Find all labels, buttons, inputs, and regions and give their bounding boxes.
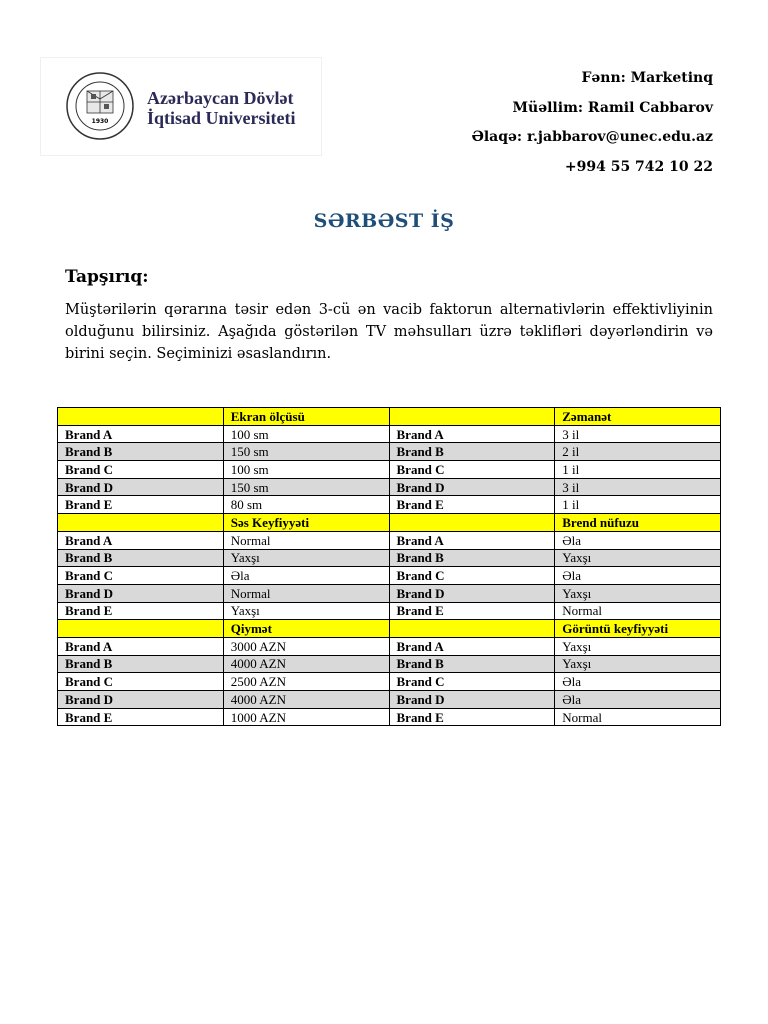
value-cell: Yaxşı [223,602,389,620]
value-cell: 3 il [555,425,721,443]
section-header-row [58,620,721,638]
brand-cell: Brand B [389,549,555,567]
brand-cell: Brand E [58,708,224,726]
table-row [58,673,721,691]
criterion-header: Zəmanət [555,408,721,426]
brand-cell: Brand E [58,496,224,514]
brand-cell: Brand D [58,478,224,496]
section-header-row [58,514,721,532]
brand-cell: Brand C [389,567,555,585]
table-row [58,461,721,479]
value-cell: Əla [223,567,389,585]
page-title: SƏRBƏST İŞ [313,210,455,232]
value-cell: 1000 AZN [223,708,389,726]
university-name-line2: İqtisad Universiteti [147,108,296,128]
brand-cell: Brand C [58,567,224,585]
university-name-line1: Azərbaycan Dövlət [147,88,294,108]
empty-header-cell [389,408,555,426]
contact-block [472,68,713,186]
value-cell: Əla [555,691,721,709]
brand-cell: Brand A [389,425,555,443]
brand-cell: Brand B [389,655,555,673]
brand-cell: Brand A [58,425,224,443]
brand-cell: Brand A [58,637,224,655]
table-row [58,531,721,549]
university-logo [40,57,322,156]
subject-line: Fənn: Marketinq [581,70,713,86]
table-row [58,584,721,602]
brand-cell: Brand B [58,549,224,567]
value-cell: Normal [223,531,389,549]
brand-cell: Brand D [389,691,555,709]
table-row [58,443,721,461]
value-cell: Normal [555,708,721,726]
value-cell: Yaxşı [223,549,389,567]
value-cell: 100 sm [223,461,389,479]
brand-cell: Brand A [389,531,555,549]
empty-header-cell [389,620,555,638]
table-row [58,549,721,567]
value-cell: 4000 AZN [223,655,389,673]
empty-header-cell [389,514,555,532]
table-row [58,567,721,585]
value-cell: Normal [223,584,389,602]
brand-cell: Brand D [58,584,224,602]
table-row [58,478,721,496]
table-row [58,708,721,726]
section-header-row [58,408,721,426]
table-row [58,637,721,655]
criterion-header: Qiymət [223,620,389,638]
phone-line: +994 55 742 10 22 [564,158,713,175]
task-heading: Tapşırıq: [65,267,149,287]
brand-cell: Brand C [58,673,224,691]
value-cell: Əla [555,567,721,585]
value-cell: Yaxşı [555,655,721,673]
brand-cell: Brand C [389,461,555,479]
brand-cell: Brand C [58,461,224,479]
value-cell: 100 sm [223,425,389,443]
empty-header-cell [58,408,224,426]
value-cell: Normal [555,602,721,620]
task-text: Müştərilərin qərarına təsir edən 3-cü ən vacib faktorun alternativlərin effektivliyinin olduğunu bilirsiniz. Aşağıda göstərilən TV məhsulları üzrə təklifləri dəyərləndirin və birini seçin. Seçiminizi əsaslandırın. [65,302,713,362]
brand-cell: Brand A [58,531,224,549]
brand-cell: Brand B [389,443,555,461]
value-cell: 2 il [555,443,721,461]
table-row [58,425,721,443]
value-cell: Əla [555,531,721,549]
brand-cell: Brand E [58,602,224,620]
criterion-header: Brend nüfuzu [555,514,721,532]
brand-cell: Brand C [389,673,555,691]
university-name [147,88,296,128]
value-cell: Yaxşı [555,584,721,602]
table-row [58,691,721,709]
table-row [58,602,721,620]
value-cell: Yaxşı [555,637,721,655]
brand-comparison-table [57,407,721,726]
criterion-header: Ekran ölçüsü [223,408,389,426]
value-cell: 4000 AZN [223,691,389,709]
brand-cell: Brand E [389,708,555,726]
brand-cell: Brand B [58,655,224,673]
brand-cell: Brand B [58,443,224,461]
seal-year: 1930 [91,118,109,125]
empty-header-cell [58,620,224,638]
brand-cell: Brand D [389,478,555,496]
brand-cell: Brand A [389,637,555,655]
criterion-header: Görüntü keyfiyyəti [555,620,721,638]
table-row [58,655,721,673]
value-cell: 80 sm [223,496,389,514]
criterion-header: Səs Keyfiyyəti [223,514,389,532]
value-cell: Yaxşı [555,549,721,567]
email-line[interactable]: Əlaqə: r.jabbarov@unec.edu.az [471,129,713,145]
value-cell: 150 sm [223,443,389,461]
value-cell: 3 il [555,478,721,496]
value-cell: 2500 AZN [223,673,389,691]
value-cell: 3000 AZN [223,637,389,655]
value-cell: 1 il [555,496,721,514]
table-row [58,496,721,514]
university-seal-icon [65,71,135,141]
empty-header-cell [58,514,224,532]
brand-cell: Brand E [389,602,555,620]
value-cell: 150 sm [223,478,389,496]
value-cell: 1 il [555,461,721,479]
value-cell: Əla [555,673,721,691]
brand-cell: Brand D [58,691,224,709]
brand-cell: Brand D [389,584,555,602]
brand-cell: Brand E [389,496,555,514]
teacher-line: Müəllim: Ramil Cabbarov [512,99,713,116]
